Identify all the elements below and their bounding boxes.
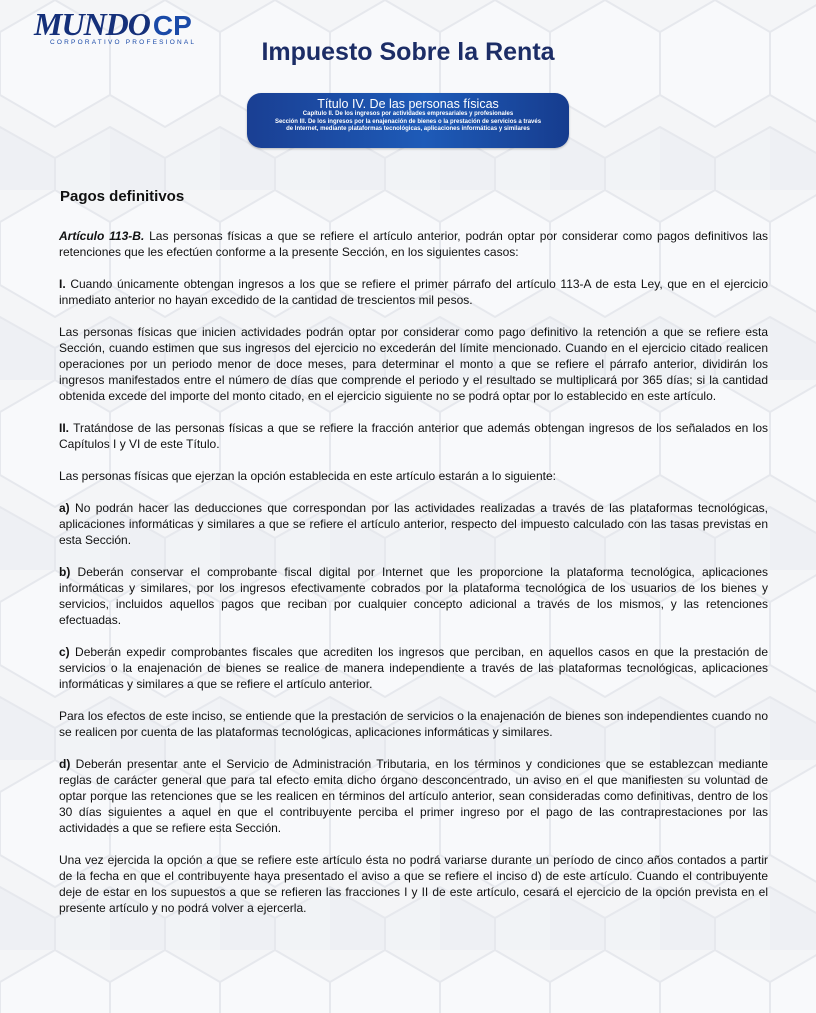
inciso-label: b): [59, 565, 71, 579]
paragraph-article-113b: [59, 228, 768, 260]
paragraph-text: Deberán expedir comprobantes fiscales que acrediten los ingresos que perciban, en aquellos casos en que la prestación de servicios o la enajenación de bienes se realice de manera independiente a través de las plataformas tecnológicas, aplicaciones informáticas y similares a que se refiere el artículo anterior.: [59, 645, 768, 691]
inciso-label: d): [59, 757, 71, 771]
logo-cp-text: CP: [152, 10, 192, 41]
banner-chapter: Capítulo II. De los ingresos por actividades empresariales y profesionales: [302, 111, 514, 117]
paragraph-inciso-b: [59, 564, 768, 628]
paragraph-text: No podrán hacer las deducciones que correspondan por las actividades realizadas a través de las plataformas tecnológicas, aplicaciones informáticas y similares a que se refiere el artículo anterior, respecto del impuesto calculado con las tasas previstas en esta Sección.: [59, 501, 768, 547]
title-banner: [247, 93, 569, 148]
paragraph-option-rules: Las personas físicas que ejerzan la opción establecida en este artículo estarán a lo siguiente:: [59, 469, 556, 483]
paragraph-text: Las personas físicas a que se refiere el artículo anterior, podrán optar por considerar como pagos definitivos las retenciones que les efectúen conforme a la presente Sección, en los siguientes casos:: [59, 229, 768, 259]
paragraph-independence: Para los efectos de este inciso, se entiende que la prestación de servicios o la enajenación de bienes son independientes cuando no se realicen por cuenta de las plataformas tecnológicas, aplicaciones informáticas y similares.: [59, 709, 768, 739]
banner-section-line1: Sección III. De los ingresos por la enajenación de bienes o la prestación de servicios a través: [274, 118, 542, 125]
fraction-label: I.: [59, 277, 66, 291]
paragraph-text: Deberán presentar ante el Servicio de Administración Tributaria, en los términos y condiciones que se establezcan mediante reglas de carácter general que para tal efecto emita dicho órgano desconcentrado, un aviso en el que manifiesten su voluntad de optar porque las retenciones que se les realicen en términos del artículo anterior, sean consideradas como definitivas, dentro de los 30 días siguientes a aquel en que el contribuyente perciba el primer ingreso por el pago de las contraprestaciones por las actividades a que se refiere esta Sección.: [59, 757, 768, 835]
banner-section-line2: de Internet, mediante plataformas tecnológicas, aplicaciones informáticas y similares: [286, 126, 530, 133]
inciso-label: c): [59, 645, 70, 659]
page-title: Impuesto Sobre la Renta: [261, 38, 555, 66]
paragraph-new-activities: Las personas físicas que inicien actividades podrán optar por considerar como pago definitivo la retención a que se refiere esta Sección, cuando estimen que sus ingresos del ejercicio no excederán del límite mencionado. Cuando en el ejercicio citado realicen operaciones por un periodo menor de doce meses, para determinar el monto a que se refiere el párrafo anterior, dividirán los ingresos manifestados entre el número de días que comprende el periodo y el resultado se multiplicará por 365 días; si la cantidad obtenida excede del importe del monto citado, en el ejercicio siguiente no se podrá optar por lo establecido en este artículo.: [59, 325, 768, 403]
paragraph-inciso-d: [59, 756, 768, 836]
article-body: [59, 228, 768, 932]
inciso-label: a): [59, 501, 70, 515]
paragraph-fraction-ii: [59, 420, 768, 452]
logo-mundo-text: MUNDO: [34, 6, 150, 42]
paragraph-five-years: Una vez ejercida la opción a que se refiere este artículo ésta no podrá variarse durante un período de cinco años contados a partir de la fecha en que el contribuyente haya presentado el aviso a que se refiere el inciso d) de este artículo. Cuando el contribuyente deje de estar en los supuestos a que se refieren las fracciones I y II de este artículo, cesará el ejercicio de la opción prevista en el presente artículo y no podrá volver a ejercerla.: [59, 853, 768, 915]
paragraph-fraction-i: [59, 276, 768, 308]
banner-title: Título IV. De las personas físicas: [317, 97, 499, 111]
paragraph-text: Cuando únicamente obtengan ingresos a los que se refiere el primer párrafo del artículo 113-A de esta Ley, que en el ejercicio inmediato anterior no hayan excedido de la cantidad de trescientos mil pesos.: [59, 277, 768, 307]
section-heading: Pagos definitivos: [60, 188, 185, 205]
fraction-label: II.: [59, 421, 70, 435]
logo-subtitle: CORPORATIVO PROFESIONAL: [50, 39, 197, 46]
paragraph-inciso-a: [59, 500, 768, 548]
paragraph-text: Tratándose de las personas físicas a que se refiere la fracción anterior que además obtengan ingresos de los señalados en los Capítulos I y VI de este Título.: [59, 421, 768, 451]
paragraph-text: Deberán conservar el comprobante fiscal digital por Internet que les proporcione la plataforma tecnológica, aplicaciones informáticas y similares, por los ingresos efectivamente cobrados por la plataforma tecnológica de los usuarios de los bienes y servicios, incluidos aquellos pagos que reciban por cualquier concepto adicional a través de los mismos, y las retenciones efectuadas.: [59, 565, 768, 627]
paragraph-inciso-c: [59, 644, 768, 692]
article-label: Artículo 113-B.: [59, 229, 145, 243]
